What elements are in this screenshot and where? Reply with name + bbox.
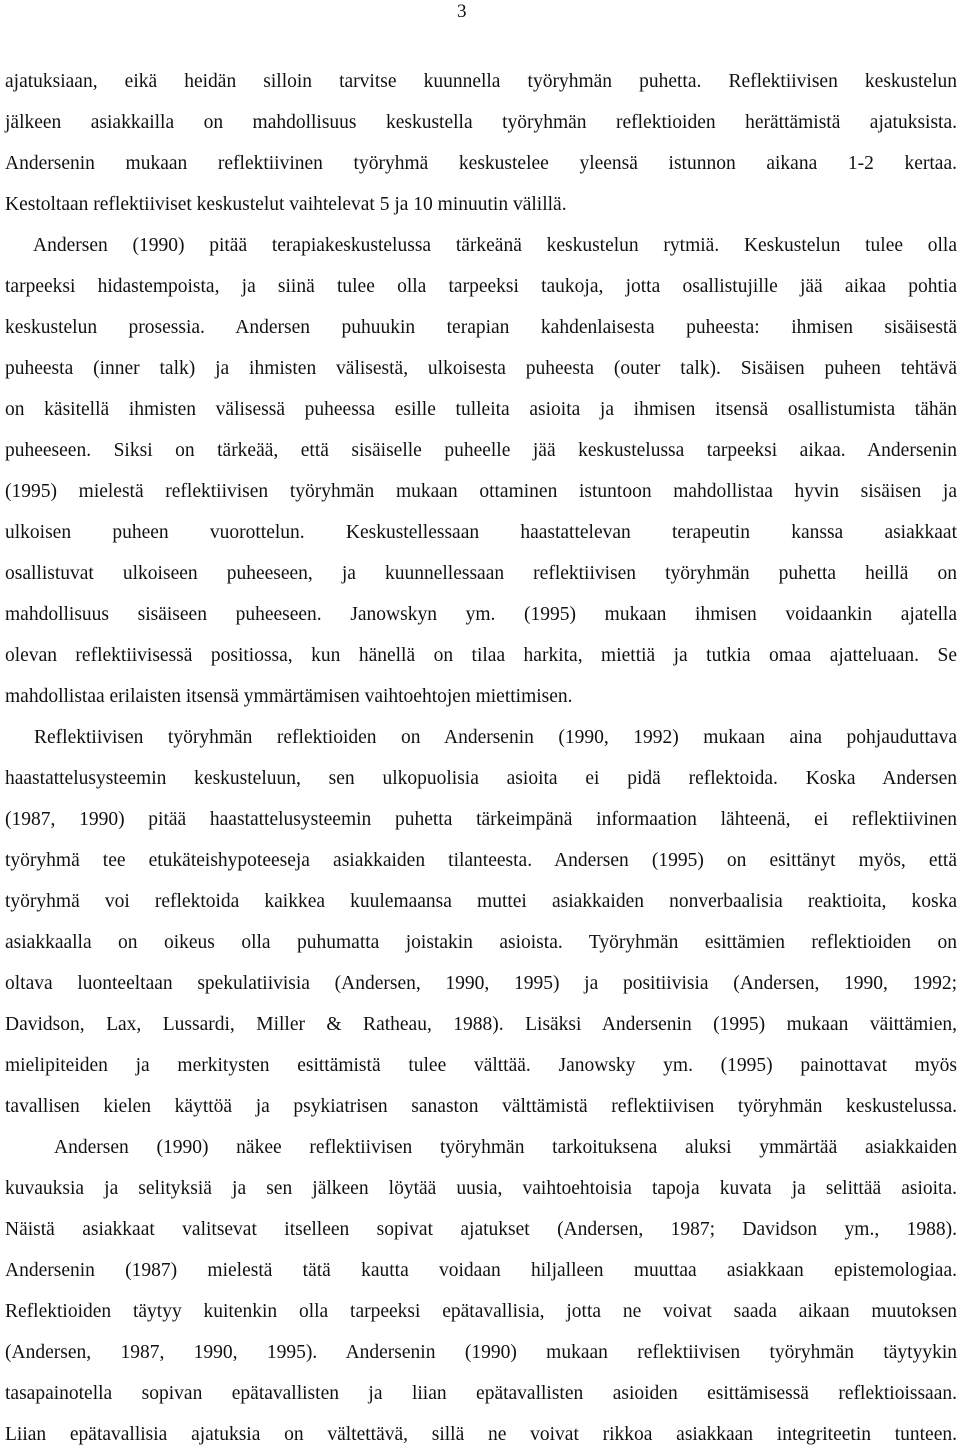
text-line: Reflektiivisen työryhmän reflektioiden on Andersenin (1990, 1992) mukaan aina pohjauduttava	[34, 727, 957, 748]
paragraph-2	[5, 225, 957, 717]
text-line: on käsitellä ihmisten välisessä puheessa esille tulleita asioita ja ihmisen itsensä osallistumista tähän	[5, 399, 957, 420]
text-line: Reflektioiden täytyy kuitenkin olla tarpeeksi epätavallisia, jotta ne voivat saada aikaan muutoksen	[5, 1301, 957, 1322]
text-line: oltava luonteeltaan spekulatiivisia (Andersen, 1990, 1995) ja positiivisia (Andersen, 1990, 1992;	[5, 973, 957, 994]
text-line: mielipiteiden ja merkitysten esittämistä tulee välttää. Janowsky ym. (1995) painottavat myös	[5, 1055, 957, 1076]
paragraph-3	[5, 717, 957, 1127]
text-line: jälkeen asiakkailla on mahdollisuus keskustella työryhmän reflektioiden herättämistä ajatuksista.	[5, 112, 957, 133]
text-line: (1987, 1990) pitää haastattelusysteemin puhetta tärkeimpänä informaation lähteenä, ei reflektiivinen	[5, 809, 957, 830]
text-line: olevan reflektiivisessä positiossa, kun hänellä on tilaa harkita, miettiä ja tutkia omaa ajatteluaan. Se	[5, 645, 957, 666]
text-line: tasapainotella sopivan epätavallisten ja liian epätavallisten asioiden esittämisessä reflektioissaan.	[5, 1383, 957, 1404]
text-line: kuvauksia ja selityksiä ja sen jälkeen löytää uusia, vaihtoehtoisia tapoja kuvata ja selittää asioita.	[5, 1178, 957, 1199]
text-line: mahdollisuus sisäiseen puheeseen. Janowskyn ym. (1995) mukaan ihmisen voidaankin ajatella	[5, 604, 957, 625]
text-line: keskustelun prosessia. Andersen puhuukin terapian kahdenlaisesta puheesta: ihmisen sisäisestä	[5, 317, 957, 338]
text-line: ajatuksiaan, eikä heidän silloin tarvitse kuunnella työryhmän puhetta. Reflektiivisen keskustelun	[5, 71, 957, 92]
text-line: Näistä asiakkaat valitsevat itselleen sopivat ajatukset (Andersen, 1987; Davidson ym., 1988).	[5, 1219, 957, 1240]
text-line: puheesta (inner talk) ja ihmisten välisestä, ulkoisesta puheesta (outer talk). Sisäisen puheen tehtävä	[5, 358, 957, 379]
document-body	[5, 61, 957, 1455]
text-line: Andersen (1990) näkee reflektiivisen työryhmän tarkoituksena aluksi ymmärtää asiakkaiden	[54, 1137, 957, 1158]
text-line: työryhmä tee etukäteishypoteeseja asiakkaiden tilanteesta. Andersen (1995) on esittänyt myös, että	[5, 850, 957, 871]
text-line: Liian epätavallisia ajatuksia on vältettävä, sillä ne voivat rikkoa asiakkaan integriteetin tunteen.	[5, 1424, 957, 1445]
paragraph-4	[5, 1127, 957, 1455]
text-line: (1995) mielestä reflektiivisen työryhmän mukaan ottaminen istuntoon mahdollistaa hyvin sisäisen ja	[5, 481, 957, 502]
text-line: tarpeeksi hidastempoista, ja siinä tulee olla tarpeeksi taukoja, jotta osallistujille jää aikaa pohtia	[5, 276, 957, 297]
text-line: tavallisen kielen käyttöä ja psykiatrisen sanaston välttämistä reflektiivisen työryhmän keskustelussa.	[5, 1096, 957, 1117]
text-line: Kestoltaan reflektiiviset keskustelut vaihtelevat 5 ja 10 minuutin välillä.	[5, 194, 567, 215]
text-line: mahdollistaa erilaisten itsensä ymmärtämisen vaihtoehtojen miettimisen.	[5, 686, 573, 707]
page-number: 3	[457, 1, 467, 22]
text-line: Davidson, Lax, Lussardi, Miller & Ratheau, 1988). Lisäksi Andersenin (1995) mukaan väittämien,	[5, 1014, 957, 1035]
text-line: (Andersen, 1987, 1990, 1995). Andersenin (1990) mukaan reflektiivisen työryhmän täytyykin	[5, 1342, 957, 1363]
text-line: Andersen (1990) pitää terapiakeskustelussa tärkeänä keskustelun rytmiä. Keskustelun tulee olla	[33, 235, 957, 256]
paragraph-1	[5, 61, 957, 225]
text-line: Andersenin (1987) mielestä tätä kautta voidaan hiljalleen muuttaa asiakkaan epistemologiaa.	[5, 1260, 957, 1281]
text-line: työryhmä voi reflektoida kaikkea kuulemaansa muttei asiakkaiden nonverbaalisia reaktioita, koska	[5, 891, 957, 912]
text-line: osallistuvat ulkoiseen puheeseen, ja kuunnellessaan reflektiivisen työryhmän puhetta heillä on	[5, 563, 957, 584]
text-line: puheeseen. Siksi on tärkeää, että sisäiselle puheelle jää keskustelussa tarpeeksi aikaa. Andersenin	[5, 440, 957, 461]
text-line: asiakkaalla on oikeus olla puhumatta joistakin asioista. Työryhmän esittämien reflektioiden on	[5, 932, 957, 953]
text-line: ulkoisen puheen vuorottelun. Keskustellessaan haastattelevan terapeutin kanssa asiakkaat	[5, 522, 957, 543]
text-line: haastattelusysteemin keskusteluun, sen ulkopuolisia asioita ei pidä reflektoida. Koska Andersen	[5, 768, 957, 789]
text-line: Andersenin mukaan reflektiivinen työryhmä keskustelee yleensä istunnon aikana 1-2 kertaa.	[5, 153, 957, 174]
